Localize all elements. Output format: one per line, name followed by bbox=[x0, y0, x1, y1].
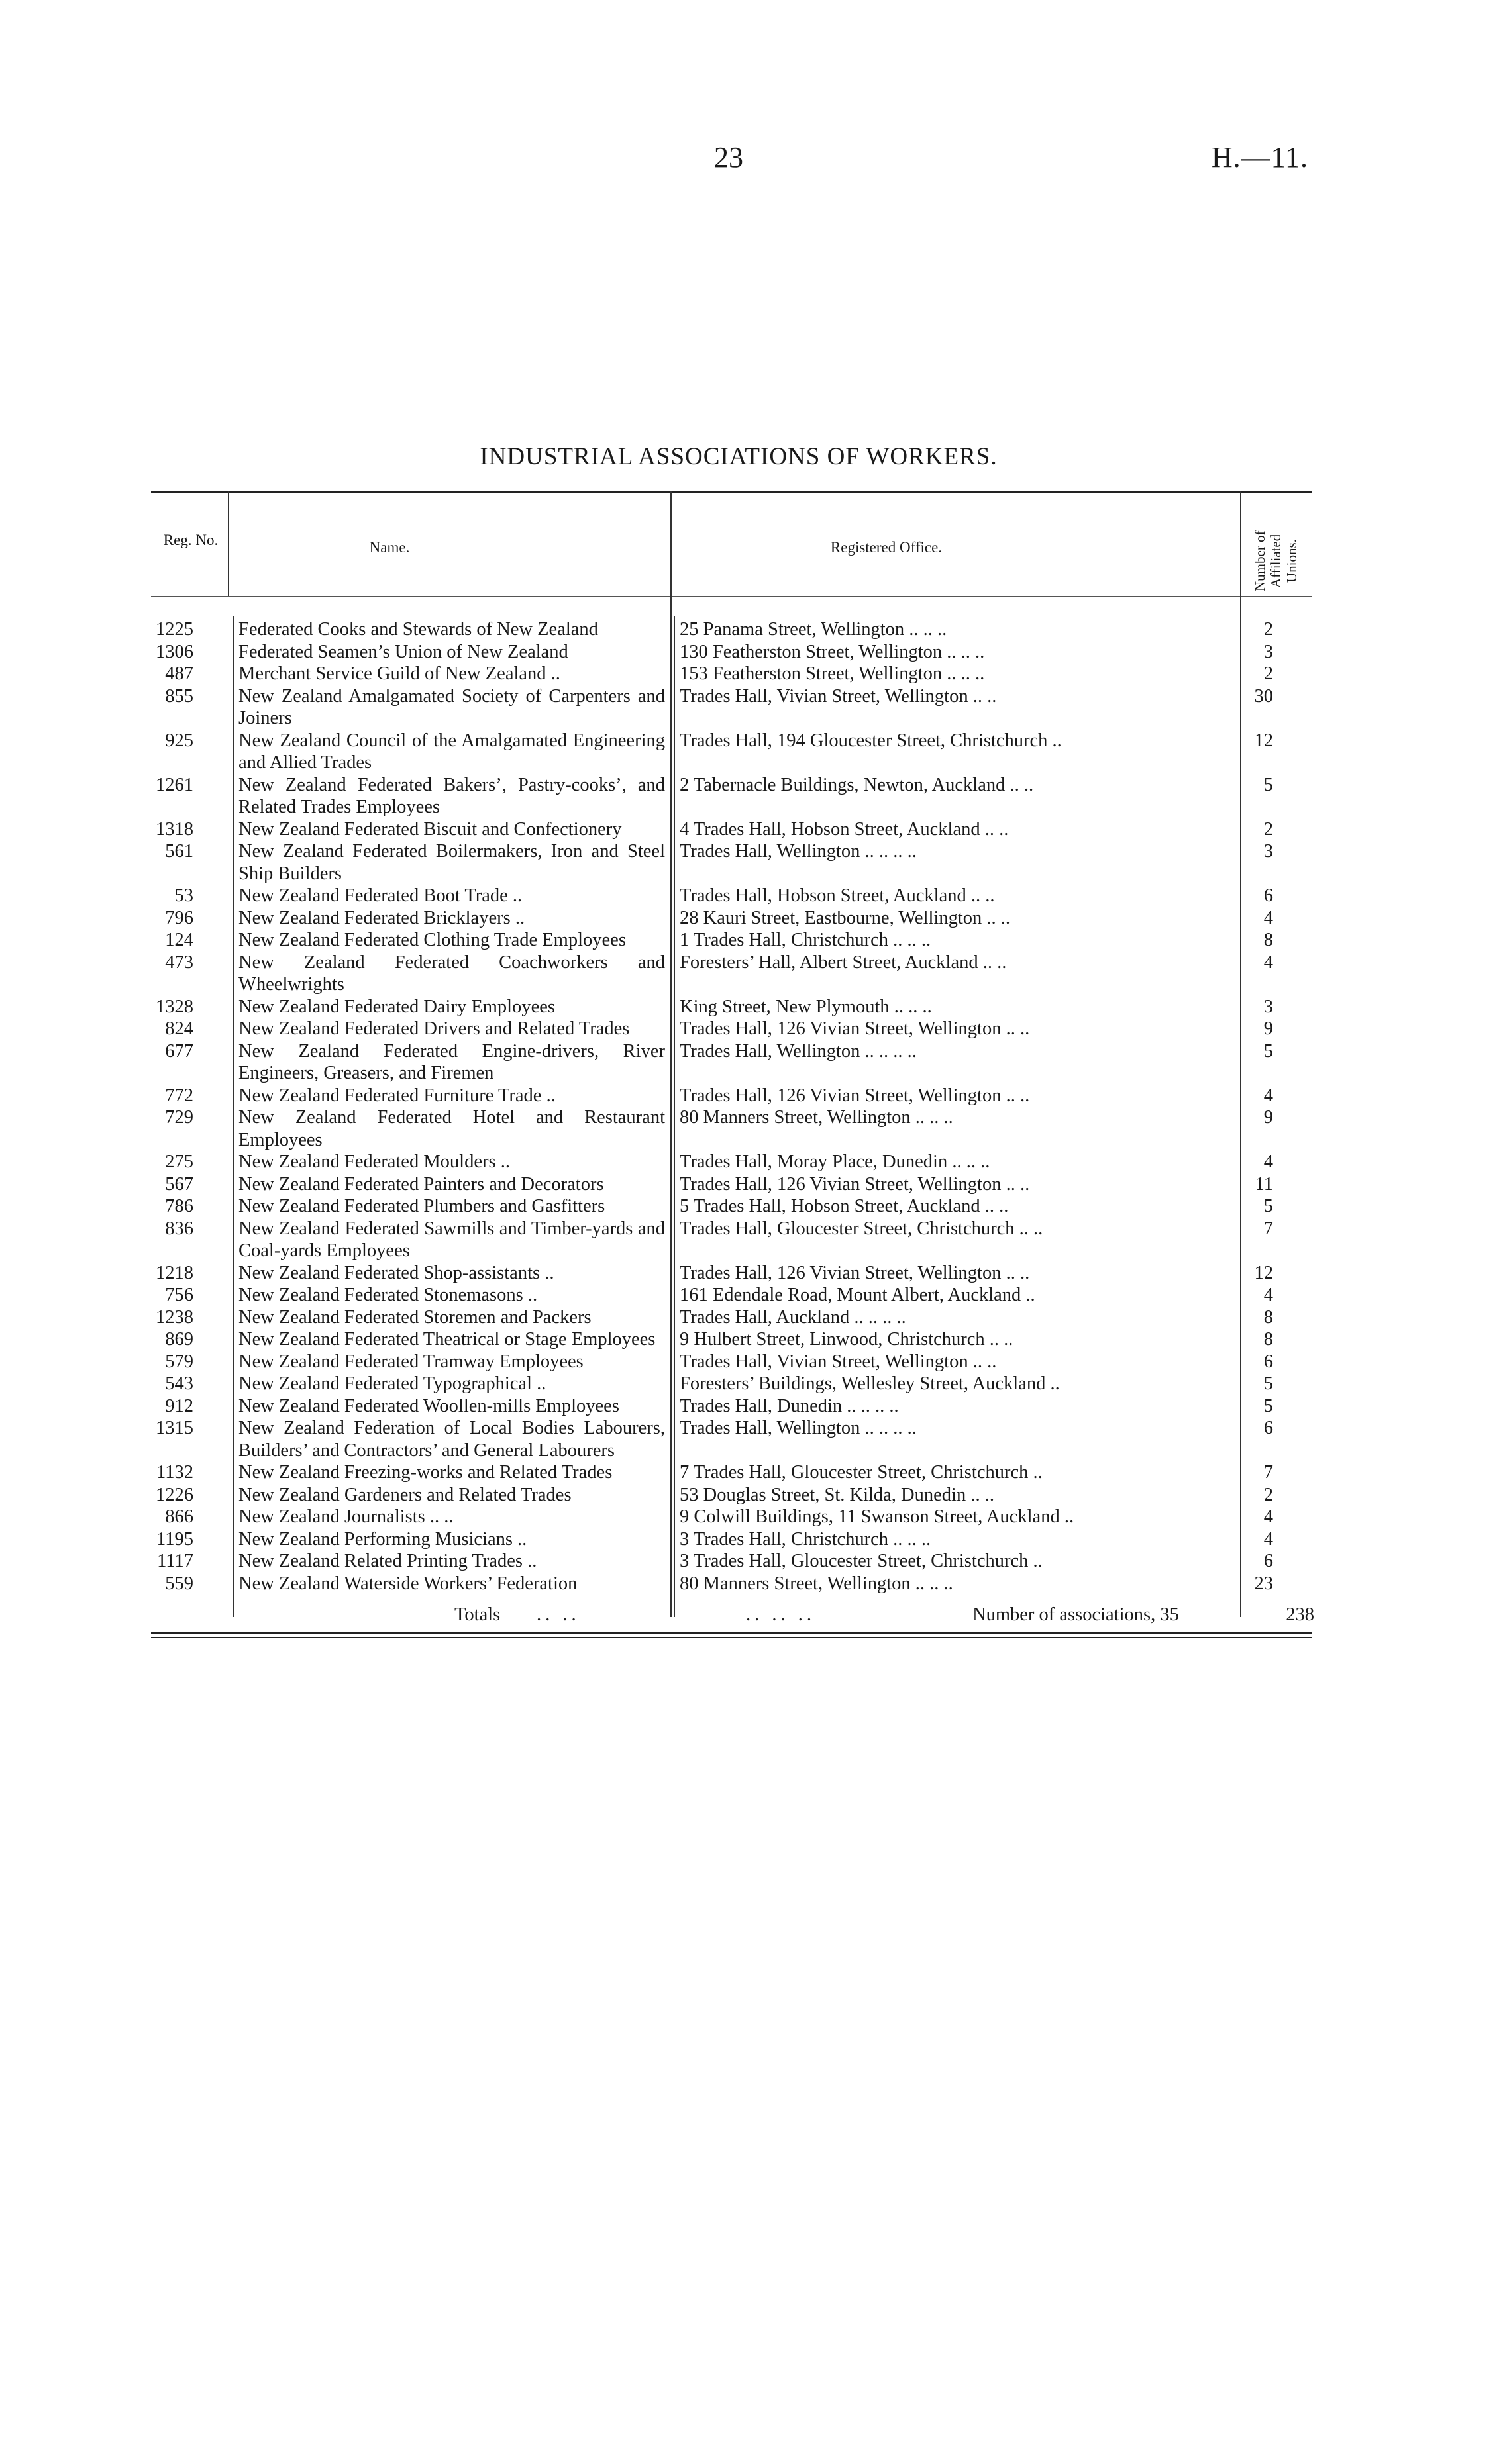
page-title: INDUSTRIAL ASSOCIATIONS OF WORKERS. bbox=[480, 443, 998, 470]
reg-number: 1132 bbox=[156, 1462, 193, 1483]
table-row bbox=[151, 952, 1312, 996]
reg-number: 1306 bbox=[156, 641, 193, 662]
association-name: New Zealand Federated Hotel and Restaurant Employees bbox=[238, 1107, 665, 1150]
registered-office: Trades Hall, Wellington .. .. .. .. bbox=[680, 841, 917, 862]
affiliated-unions: 6 bbox=[1263, 1551, 1273, 1571]
document-reference: H.—11. bbox=[1211, 141, 1308, 173]
association-name: New Zealand Federated Moulders .. bbox=[238, 1152, 510, 1172]
association-name: New Zealand Federated Theatrical or Stage Employees bbox=[238, 1329, 656, 1350]
affiliated-unions: 5 bbox=[1263, 1040, 1273, 1061]
registered-office: Trades Hall, 126 Vivian Street, Wellington .. .. bbox=[680, 1262, 1030, 1283]
association-name: Federated Cooks and Stewards of New Zealand bbox=[238, 619, 598, 640]
registered-office: 9 Colwill Buildings, 11 Swanson Street, Auckland .. bbox=[680, 1506, 1074, 1527]
affiliated-unions: 9 bbox=[1263, 1107, 1273, 1128]
header-affiliated-unions: Number of Affiliated Unions. bbox=[1252, 530, 1300, 591]
affiliated-unions: 7 bbox=[1263, 1218, 1273, 1239]
association-name: New Zealand Federated Typographical .. bbox=[238, 1373, 546, 1394]
registered-office: 1 Trades Hall, Christchurch .. .. .. bbox=[680, 930, 931, 950]
affiliated-unions: 3 bbox=[1263, 641, 1273, 662]
table-row bbox=[151, 1018, 1312, 1040]
table-row bbox=[151, 1262, 1312, 1285]
table-body bbox=[151, 618, 1312, 1595]
table-row bbox=[151, 1417, 1312, 1461]
registered-office: 9 Hulbert Street, Linwood, Christchurch .. .. bbox=[680, 1329, 1013, 1350]
association-name: New Zealand Performing Musicians .. bbox=[238, 1528, 527, 1550]
association-name: New Zealand Federated Biscuit and Confectionery bbox=[238, 818, 622, 840]
reg-number: 772 bbox=[165, 1085, 193, 1106]
reg-number: 1261 bbox=[156, 774, 193, 795]
registered-office: 153 Featherston Street, Wellington .. .. .. bbox=[680, 664, 985, 684]
registered-office: Trades Hall, Hobson Street, Auckland .. .. bbox=[680, 885, 995, 906]
table-row bbox=[151, 1151, 1312, 1173]
registered-office: 4 Trades Hall, Hobson Street, Auckland .. .. bbox=[680, 818, 1009, 840]
affiliated-unions: 5 bbox=[1263, 1373, 1273, 1394]
association-name: New Zealand Federated Tramway Employees bbox=[238, 1351, 584, 1372]
affiliated-unions: 3 bbox=[1263, 841, 1273, 862]
affiliated-unions: 2 bbox=[1263, 818, 1273, 840]
table-row bbox=[151, 1218, 1312, 1262]
association-name: New Zealand Related Printing Trades .. bbox=[238, 1551, 537, 1571]
header-bottom-rule bbox=[151, 596, 1312, 597]
table-row bbox=[151, 1328, 1312, 1351]
registered-office: 5 Trades Hall, Hobson Street, Auckland .. .. bbox=[680, 1196, 1009, 1216]
reg-number: 912 bbox=[165, 1395, 193, 1416]
association-name: New Zealand Federated Bricklayers .. bbox=[238, 907, 525, 928]
header-affiliated-wrap bbox=[1237, 505, 1304, 617]
registered-office: Trades Hall, 126 Vivian Street, Wellington .. .. bbox=[680, 1018, 1030, 1039]
table-row bbox=[151, 1107, 1312, 1151]
reg-number: 124 bbox=[165, 930, 193, 950]
reg-number: 1318 bbox=[156, 818, 193, 840]
reg-number: 824 bbox=[165, 1018, 193, 1039]
reg-number: 796 bbox=[165, 907, 193, 928]
table-row bbox=[151, 818, 1312, 841]
reg-number: 729 bbox=[165, 1107, 193, 1128]
reg-number: 1328 bbox=[156, 996, 193, 1017]
table-row bbox=[151, 1484, 1312, 1506]
table-row bbox=[151, 929, 1312, 952]
registered-office: Foresters’ Hall, Albert Street, Auckland .. .. bbox=[680, 952, 1007, 973]
affiliated-unions: 6 bbox=[1263, 885, 1273, 906]
affiliated-unions: 30 bbox=[1254, 685, 1273, 707]
affiliated-unions: 6 bbox=[1263, 1351, 1273, 1372]
association-name: New Zealand Federation of Local Bodies Labourers, Builders’ and Contractors’ and General Labourers bbox=[238, 1418, 665, 1461]
reg-number: 53 bbox=[174, 885, 193, 906]
association-name: New Zealand Federated Shop-assistants .. bbox=[238, 1262, 554, 1283]
affiliated-unions: 2 bbox=[1263, 1484, 1273, 1505]
table-row bbox=[151, 618, 1312, 641]
table-row bbox=[151, 730, 1312, 774]
affiliated-unions: 8 bbox=[1263, 930, 1273, 950]
association-name: Federated Seamen’s Union of New Zealand bbox=[238, 641, 568, 662]
association-name: New Zealand Federated Engine-drivers, River Engineers, Greasers, and Firemen bbox=[238, 1040, 665, 1083]
table-row bbox=[151, 1373, 1312, 1395]
reg-number: 567 bbox=[165, 1173, 193, 1195]
association-name: New Zealand Federated Boot Trade .. bbox=[238, 885, 523, 906]
registered-office: 3 Trades Hall, Christchurch .. .. .. bbox=[680, 1528, 931, 1550]
reg-number: 543 bbox=[165, 1373, 193, 1394]
registered-office: King Street, New Plymouth .. .. .. bbox=[680, 996, 932, 1017]
association-name: New Zealand Federated Coachworkers and Wheelwrights bbox=[238, 952, 665, 995]
affiliated-unions: 4 bbox=[1263, 1085, 1273, 1106]
table-row bbox=[151, 1195, 1312, 1218]
reg-number: 561 bbox=[165, 841, 193, 862]
registered-office: 7 Trades Hall, Gloucester Street, Christchurch .. bbox=[680, 1462, 1043, 1483]
table-row bbox=[151, 907, 1312, 930]
affiliated-unions: 12 bbox=[1254, 1262, 1273, 1283]
registered-office: Trades Hall, Dunedin .. .. .. .. bbox=[680, 1395, 899, 1416]
association-name: New Zealand Federated Storemen and Packers bbox=[238, 1306, 592, 1328]
reg-number: 579 bbox=[165, 1351, 193, 1372]
reg-number: 1225 bbox=[156, 619, 193, 640]
registered-office: 130 Featherston Street, Wellington .. .. .. bbox=[680, 641, 985, 662]
reg-number: 1315 bbox=[156, 1418, 193, 1438]
affiliated-unions: 2 bbox=[1263, 619, 1273, 640]
page-number: 23 bbox=[714, 141, 743, 173]
reg-number: 1226 bbox=[156, 1484, 193, 1505]
association-name: New Zealand Federated Woollen-mills Employees bbox=[238, 1395, 619, 1416]
reg-number: 1218 bbox=[156, 1262, 193, 1283]
affiliated-unions: 5 bbox=[1263, 1395, 1273, 1416]
association-name: Merchant Service Guild of New Zealand .. bbox=[238, 664, 560, 684]
registered-office: Trades Hall, 126 Vivian Street, Wellington .. .. bbox=[680, 1173, 1030, 1195]
registered-office: 3 Trades Hall, Gloucester Street, Christchurch .. bbox=[680, 1551, 1043, 1571]
registered-office: Trades Hall, Moray Place, Dunedin .. .. .. bbox=[680, 1152, 990, 1172]
registered-office: 25 Panama Street, Wellington .. .. .. bbox=[680, 619, 947, 640]
reg-number: 1195 bbox=[156, 1528, 193, 1550]
association-name: New Zealand Federated Dairy Employees bbox=[238, 996, 555, 1017]
affiliated-unions: 8 bbox=[1263, 1329, 1273, 1350]
reg-number: 866 bbox=[165, 1506, 193, 1527]
association-name: New Zealand Federated Furniture Trade .. bbox=[238, 1085, 556, 1106]
affiliated-unions: 23 bbox=[1254, 1573, 1273, 1594]
reg-number: 855 bbox=[165, 685, 193, 707]
affiliated-unions: 5 bbox=[1263, 1196, 1273, 1216]
association-name: New Zealand Federated Painters and Decorators bbox=[238, 1173, 604, 1195]
registered-office: 28 Kauri Street, Eastbourne, Wellington .. .. bbox=[680, 907, 1011, 928]
registered-office: Trades Hall, 126 Vivian Street, Wellington .. .. bbox=[680, 1085, 1030, 1106]
table-row bbox=[151, 641, 1312, 664]
table-row bbox=[151, 1528, 1312, 1551]
reg-number: 275 bbox=[165, 1152, 193, 1172]
reg-number: 869 bbox=[165, 1329, 193, 1350]
header-name: Name. bbox=[369, 539, 410, 556]
association-name: New Zealand Federated Boilermakers, Iron and Steel Ship Builders bbox=[238, 841, 665, 884]
affiliated-unions: 11 bbox=[1255, 1173, 1273, 1195]
association-name: New Zealand Council of the Amalgamated Engineering and Allied Trades bbox=[238, 730, 665, 773]
table-row bbox=[151, 685, 1312, 730]
association-name: New Zealand Federated Drivers and Related Trades bbox=[238, 1018, 630, 1039]
table-row bbox=[151, 996, 1312, 1018]
table-row bbox=[151, 1284, 1312, 1306]
association-name: New Zealand Amalgamated Society of Carpenters and Joiners bbox=[238, 685, 665, 728]
registered-office: Trades Hall, Vivian Street, Wellington .. .. bbox=[680, 685, 997, 707]
affiliated-unions: 4 bbox=[1263, 1152, 1273, 1172]
reg-number: 1238 bbox=[156, 1306, 193, 1328]
association-name: New Zealand Waterside Workers’ Federation bbox=[238, 1573, 578, 1594]
registered-office: Foresters’ Buildings, Wellesley Street, Auckland .. bbox=[680, 1373, 1060, 1394]
affiliated-unions: 8 bbox=[1263, 1306, 1273, 1328]
affiliated-unions: 12 bbox=[1254, 730, 1273, 751]
table-row bbox=[151, 1506, 1312, 1528]
table-bottom-rule-thin bbox=[151, 1637, 1312, 1638]
totals-affiliated: 238 bbox=[1286, 1604, 1314, 1625]
association-name: New Zealand Federated Stonemasons .. bbox=[238, 1285, 538, 1305]
registered-office: Trades Hall, Wellington .. .. .. .. bbox=[680, 1418, 917, 1438]
reg-number: 559 bbox=[165, 1573, 193, 1594]
registered-office: Trades Hall, Auckland .. .. .. .. bbox=[680, 1306, 906, 1328]
registered-office: 161 Edendale Road, Mount Albert, Auckland .. bbox=[680, 1285, 1035, 1305]
table-row bbox=[151, 885, 1312, 907]
reg-number: 786 bbox=[165, 1196, 193, 1216]
affiliated-unions: 4 bbox=[1263, 1528, 1273, 1550]
affiliated-unions: 4 bbox=[1263, 907, 1273, 928]
table-row bbox=[151, 1306, 1312, 1329]
associations-table bbox=[151, 491, 1312, 1637]
affiliated-unions: 3 bbox=[1263, 996, 1273, 1017]
table-row bbox=[151, 1395, 1312, 1418]
table-row bbox=[151, 1085, 1312, 1107]
totals-associations: Number of associations, 35 bbox=[972, 1604, 1179, 1625]
registered-office: Trades Hall, Wellington .. .. .. .. bbox=[680, 1040, 917, 1061]
registered-office: Trades Hall, 194 Gloucester Street, Christchurch .. bbox=[680, 730, 1062, 751]
association-name: New Zealand Federated Sawmills and Timber-yards and Coal-yards Employees bbox=[238, 1218, 665, 1261]
table-row bbox=[151, 1573, 1312, 1595]
table-top-rule bbox=[151, 491, 1312, 493]
registered-office: 80 Manners Street, Wellington .. .. .. bbox=[680, 1573, 953, 1594]
reg-number: 487 bbox=[165, 664, 193, 684]
reg-number: 1117 bbox=[157, 1551, 193, 1571]
affiliated-unions: 4 bbox=[1263, 1285, 1273, 1305]
table-row bbox=[151, 663, 1312, 685]
reg-number: 925 bbox=[165, 730, 193, 751]
table-row bbox=[151, 1040, 1312, 1085]
association-name: New Zealand Federated Plumbers and Gasfitters bbox=[238, 1196, 605, 1216]
totals-label: Totals bbox=[454, 1604, 501, 1625]
reg-number: 677 bbox=[165, 1040, 193, 1061]
table-row bbox=[151, 1461, 1312, 1484]
table-bottom-rule bbox=[151, 1632, 1312, 1634]
header-reg-no: Reg. No. bbox=[163, 532, 219, 548]
association-name: New Zealand Federated Bakers’, Pastry-cooks’, and Related Trades Employees bbox=[238, 774, 665, 817]
association-name: New Zealand Freezing-works and Related Trades bbox=[238, 1462, 613, 1483]
affiliated-unions: 4 bbox=[1263, 1506, 1273, 1527]
totals-leader-dots: .. .. bbox=[537, 1604, 580, 1625]
association-name: New Zealand Journalists .. .. bbox=[238, 1506, 454, 1527]
table-row bbox=[151, 840, 1312, 885]
totals-office-dots: .. .. .. bbox=[746, 1604, 815, 1625]
registered-office: Trades Hall, Vivian Street, Wellington .. .. bbox=[680, 1351, 997, 1372]
registered-office: 53 Douglas Street, St. Kilda, Dunedin .. .. bbox=[680, 1484, 994, 1505]
affiliated-unions: 5 bbox=[1263, 774, 1273, 795]
header-registered-office: Registered Office. bbox=[830, 539, 943, 556]
association-name: New Zealand Federated Clothing Trade Employees bbox=[238, 930, 626, 950]
table-row bbox=[151, 1550, 1312, 1573]
reg-number: 473 bbox=[165, 952, 193, 973]
reg-number: 836 bbox=[165, 1218, 193, 1239]
reg-number: 756 bbox=[165, 1285, 193, 1305]
registered-office: Trades Hall, Gloucester Street, Christchurch .. .. bbox=[680, 1218, 1043, 1239]
affiliated-unions: 6 bbox=[1263, 1418, 1273, 1438]
table-row bbox=[151, 774, 1312, 818]
association-name: New Zealand Gardeners and Related Trades bbox=[238, 1484, 572, 1505]
affiliated-unions: 9 bbox=[1263, 1018, 1273, 1039]
table-row bbox=[151, 1173, 1312, 1196]
affiliated-unions: 2 bbox=[1263, 664, 1273, 684]
registered-office: 2 Tabernacle Buildings, Newton, Auckland .. .. bbox=[680, 774, 1034, 795]
registered-office: 80 Manners Street, Wellington .. .. .. bbox=[680, 1107, 953, 1128]
affiliated-unions: 4 bbox=[1263, 952, 1273, 973]
table-row bbox=[151, 1351, 1312, 1373]
affiliated-unions: 7 bbox=[1263, 1462, 1273, 1483]
